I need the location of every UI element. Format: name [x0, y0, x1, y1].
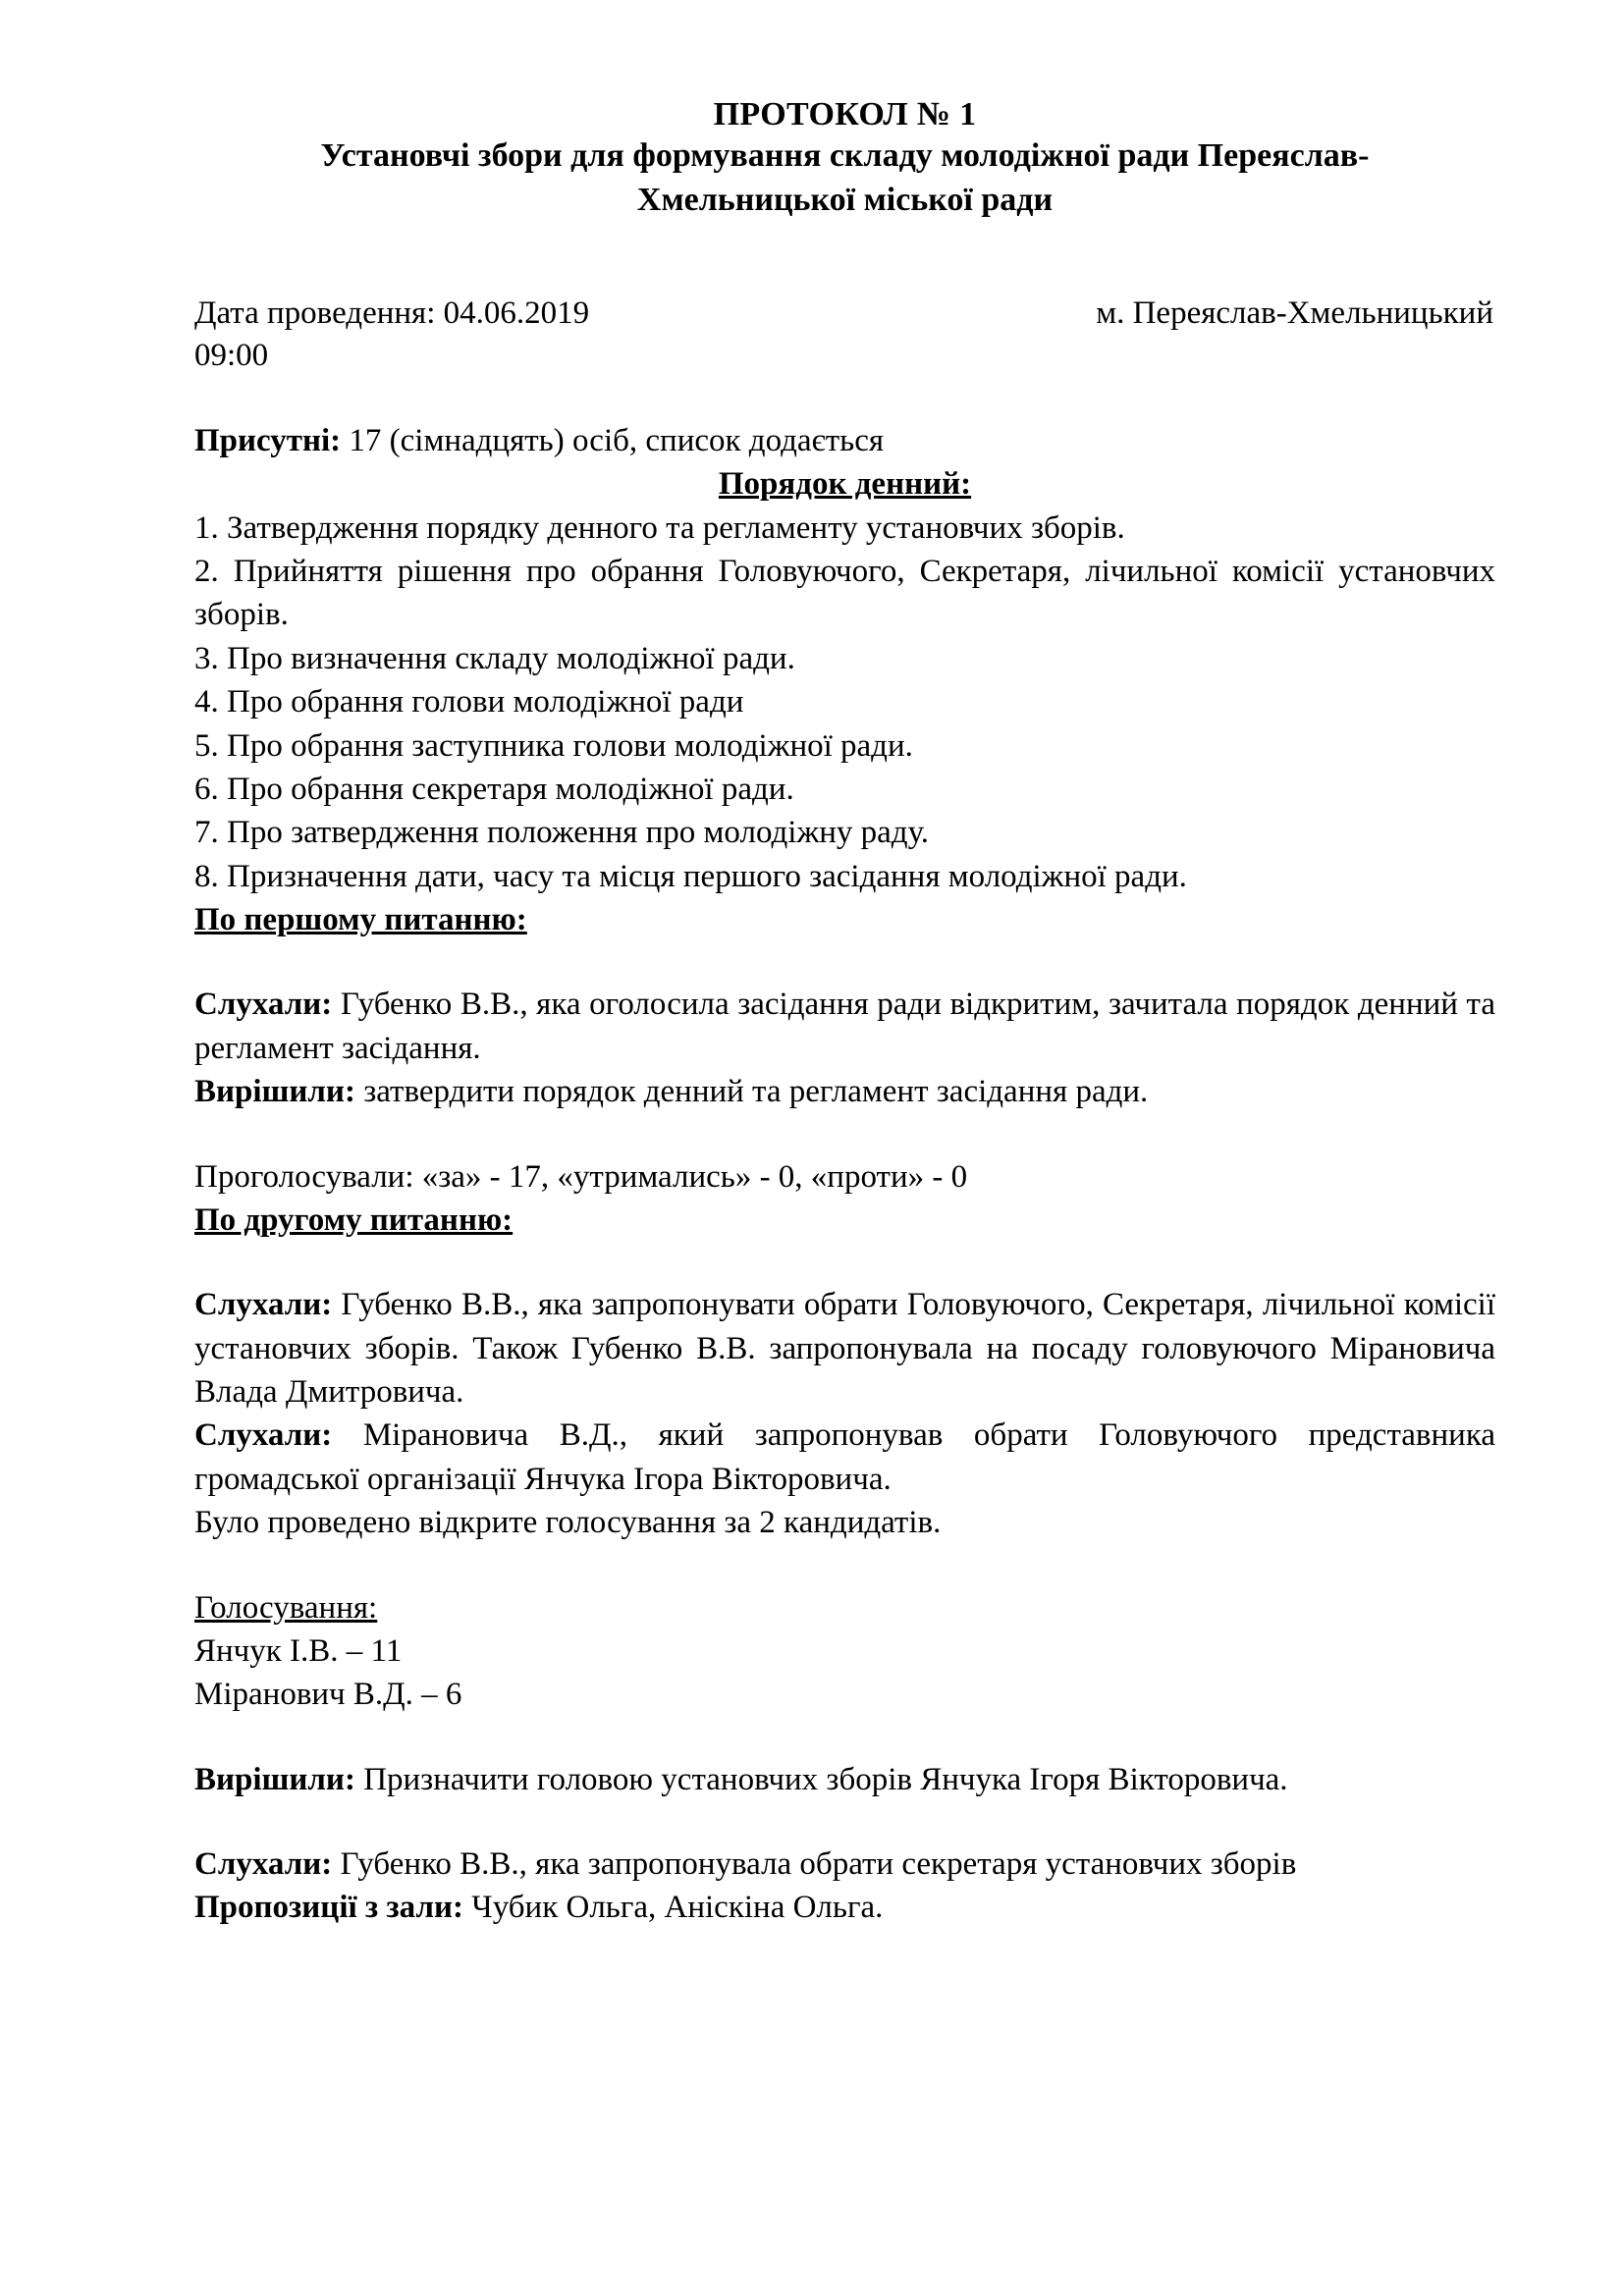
heard-text: Мірановича В.Д., який запропонував обрати Головуючого представника громадської організації Янчука Ігора Вікторовича.	[194, 1417, 1495, 1497]
question-two-heading	[194, 1199, 1495, 1242]
agenda-list	[194, 507, 1495, 898]
decided-label: Вирішили:	[194, 1761, 355, 1797]
document-content	[194, 94, 1495, 1930]
heard-label: Слухали:	[194, 1846, 333, 1883]
list-item: 4. Про обрання голови молодіжної ради	[194, 684, 744, 721]
meeting-date: Дата проведення: 04.06.2019	[194, 294, 590, 331]
list-item: 6. Про обрання секретаря молодіжної ради.	[194, 771, 794, 807]
proposals-text: Чубик Ольга, Аніскіна Ольга.	[463, 1890, 884, 1926]
attendance-line	[194, 419, 1495, 462]
question-two-heading-text: По другому питанню:	[194, 1201, 514, 1238]
heard-text: Губенко В.В., яка запропонувати обрати Головуючого, Секретаря, лічильної комісії установчих зборів. Також Губенко В.В. запропонувала на посаду головуючого Мірановича Влада Дмитровича.	[194, 1287, 1495, 1411]
list-item: 7. Про затвердження положення про молодіжну раду.	[194, 815, 930, 851]
attendance-label: Присутні:	[194, 422, 342, 458]
document-subtitle-line-2: Хмельницької міської ради	[636, 181, 1054, 218]
voting-heading-text: Голосування:	[194, 1589, 378, 1626]
heard-text: Губенко В.В., яка оголосила засідання ради відкритим, зачитала порядок денний та регламент засідання.	[194, 987, 1495, 1066]
title-block	[194, 94, 1495, 222]
decided-label: Вирішили:	[194, 1074, 355, 1110]
heard-label: Слухали:	[194, 1417, 333, 1454]
proposals-label: Пропозиції з зали:	[194, 1890, 463, 1926]
question-one-heard	[194, 983, 1495, 1070]
meeting-place: м. Переяслав-Хмельницький	[1096, 294, 1493, 331]
voting-result-row: Міранович В.Д. – 6	[194, 1677, 462, 1713]
heard-label: Слухали:	[194, 1287, 333, 1323]
page-title: ПРОТОКОЛ № 1	[713, 96, 977, 133]
question-one-decided	[194, 1070, 1495, 1113]
meeting-time: 09:00	[194, 338, 269, 374]
question-one-heading	[194, 898, 1495, 941]
question-one-heading-text: По першому питанню:	[194, 902, 527, 938]
question-two-heard-three	[194, 1842, 1495, 1886]
voting-heading	[194, 1586, 1495, 1629]
document-subtitle-line-1: Установчі збори для формування складу молодіжної ради Переяслав-	[320, 137, 1370, 175]
heard-text: Губенко В.В., яка запропонувала обрати секретаря установчих зборів	[332, 1846, 1297, 1883]
agenda-heading	[194, 462, 1495, 506]
list-item: 2. Прийняття рішення про обрання Головуючого, Секретаря, лічильної комісії установчих зборів.	[194, 554, 1495, 633]
list-item: 1. Затвердження порядку денного та регламенту установчих зборів.	[194, 509, 1125, 546]
list-item: 3. Про визначення складу молодіжної ради.	[194, 640, 795, 676]
voting-result-row: Янчук І.В. – 11	[194, 1632, 403, 1669]
question-two-heard-one	[194, 1283, 1495, 1414]
list-item: 5. Про обрання заступника голови молодіжної ради.	[194, 727, 913, 764]
voting-results-block	[194, 1586, 1495, 1717]
decided-text: затвердити порядок денний та регламент засідання ради.	[354, 1074, 1149, 1110]
question-one-vote-line: Проголосували: «за» - 17, «утримались» - 0, «проти» - 0	[194, 1158, 968, 1195]
question-two-note: Було проведено відкрите голосування за 2 кандидатів.	[194, 1505, 942, 1541]
question-two-decided	[194, 1758, 1495, 1801]
agenda-heading-text: Порядок денний:	[718, 466, 972, 503]
list-item: 8. Призначення дати, часу та місця першого засідання молодіжної ради.	[194, 858, 1187, 894]
decided-text: Призначити головою установчих зборів Янчука Ігоря Вікторовича.	[354, 1761, 1288, 1797]
question-two-heard-two	[194, 1414, 1495, 1501]
heard-label: Слухали:	[194, 987, 333, 1023]
attendance-value: 17 (сімнадцять) осіб, список додається	[341, 422, 885, 458]
question-two-proposals	[194, 1886, 1495, 1929]
meeting-meta-row	[194, 293, 1495, 336]
